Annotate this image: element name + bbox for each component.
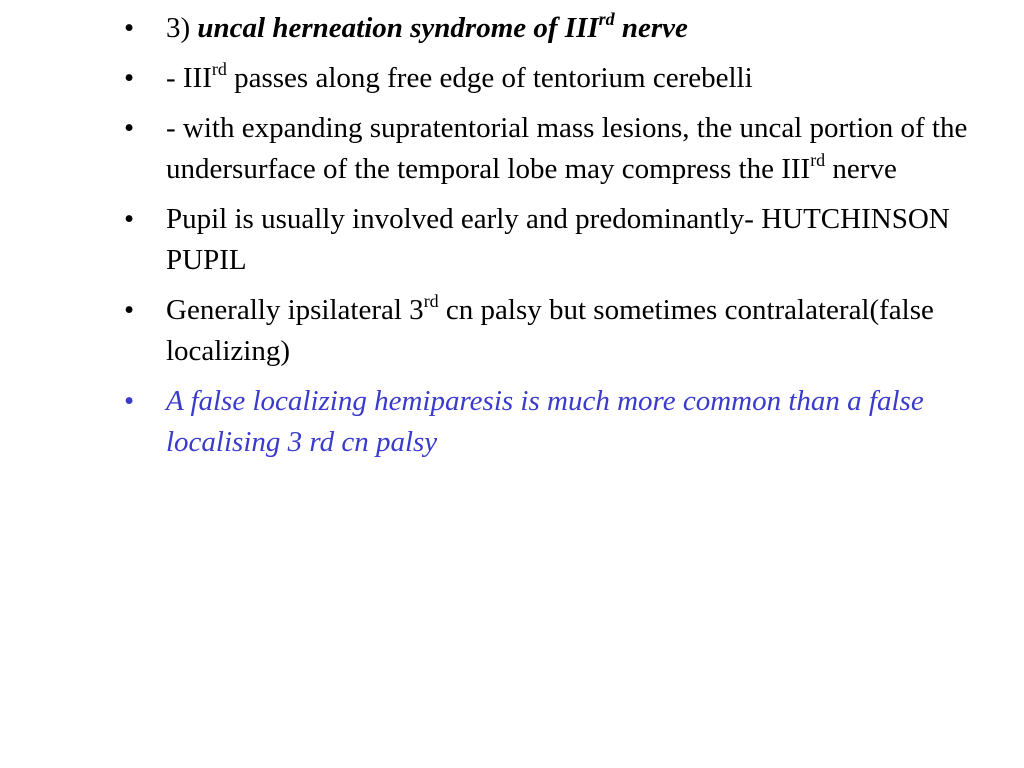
bullet-text-end: passes along free edge of tentorium cerebelli — [226, 62, 753, 94]
bullet-text-end: cn palsy but sometimes contralateral(false localizing) — [166, 294, 934, 367]
bullet-text-end: nerve — [825, 153, 897, 185]
bullet-dot: • — [124, 12, 135, 44]
title-prefix: 3) — [166, 12, 198, 44]
bullet-item-hemiparesis — [124, 381, 1004, 463]
bullet-dot: • — [124, 112, 135, 144]
title-text — [197, 8, 688, 44]
bullet-superscript: rd — [810, 149, 826, 170]
bullet-text-start: - with expanding supratentorial mass lesions, the uncal portion of the undersurface of the temporal lobe may compress the III — [166, 112, 968, 185]
bullet-superscript: rd — [423, 290, 439, 311]
bullet-text: Pupil is usually involved early and predominantly- HUTCHINSON PUPIL — [166, 203, 950, 276]
bullet-dot: • — [124, 62, 135, 94]
bullet-superscript: rd — [211, 58, 227, 79]
title-superscript: rd — [598, 8, 615, 29]
bullet-item-ipsilateral — [124, 290, 1004, 372]
bullet-item-pupil — [124, 199, 1004, 281]
title-end: nerve — [614, 12, 688, 44]
bullet-dot: • — [124, 203, 135, 235]
bullet-dot: • — [124, 385, 135, 417]
bullet-item-title — [124, 8, 1004, 49]
bullet-item-tentorium — [124, 58, 1004, 99]
bullet-dot: • — [124, 294, 135, 326]
bullet-item-mass-lesions — [124, 108, 1004, 190]
title-main: uncal herneation syndrome of III — [197, 12, 599, 44]
bullet-list — [124, 8, 1004, 472]
bullet-text-start: Generally ipsilateral 3 — [166, 294, 424, 326]
bullet-text-start: - III — [166, 62, 212, 94]
bullet-text: A false localizing hemiparesis is much more common than a false localising 3 rd cn palsy — [166, 385, 924, 458]
